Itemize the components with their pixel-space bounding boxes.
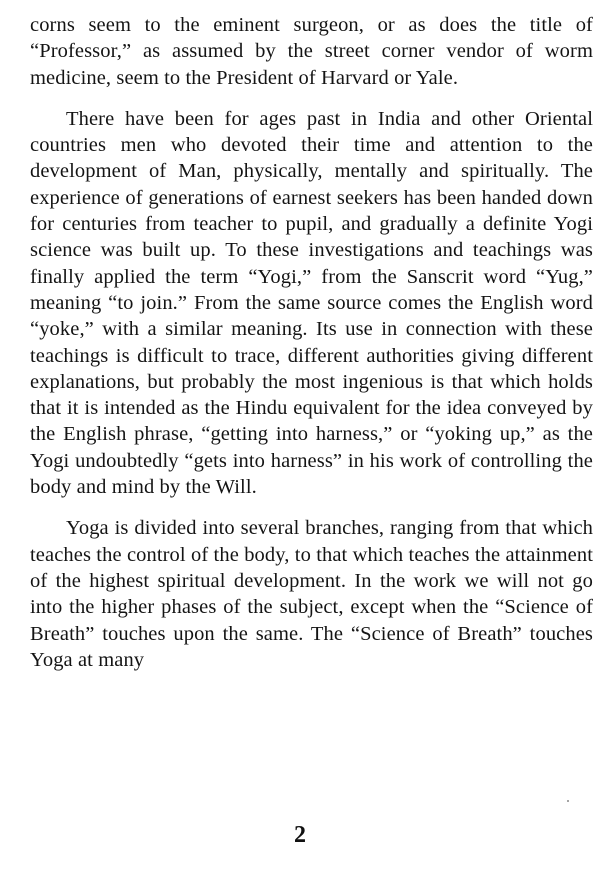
paragraph-yoga-branches: Yoga is divided into several branches, ranging from that which teaches the control of the body, to that which teaches the attainment of the highest spiritual development. In the work we will not go into the higher phases of the subject, except when the “Science of Breath” touches upon the same. The “Science of Breath” touches Yoga at many [30,517,593,671]
page-number: 2 [294,822,306,848]
paragraph-continuation: corns seem to the eminent surgeon, or as does the title of “Professor,” as assumed by the street corner vendor of worm medicine, seem to the President of Harvard or Yale. [30,14,593,89]
page-body [30,12,593,688]
scan-speck [567,800,569,802]
paragraph-yogi-history: There have been for ages past in India and other Oriental countries men who devoted their time and attention to the development of Man, physically, mentally and spiritually. The experience of generations of earnest seekers has been handed down for centuries from teacher to pupil, and gradually a definite Yogi science was built up. To these investigations and teachings was finally applied the term “Yogi,” from the Sanscrit word “Yug,” meaning “to join.” From the same source comes the English word “yoke,” with a similar meaning. Its use in connection with these teachings is difficult to trace, different authorities giving different explanations, but probably the most ingenious is that which holds that it is intended as the Hindu equivalent for the idea conveyed by the English phrase, “getting into harness,” or “yoking up,” as the Yogi undoubtedly “gets into harness” in his work of controlling the body and mind by the Will. [30,107,593,499]
